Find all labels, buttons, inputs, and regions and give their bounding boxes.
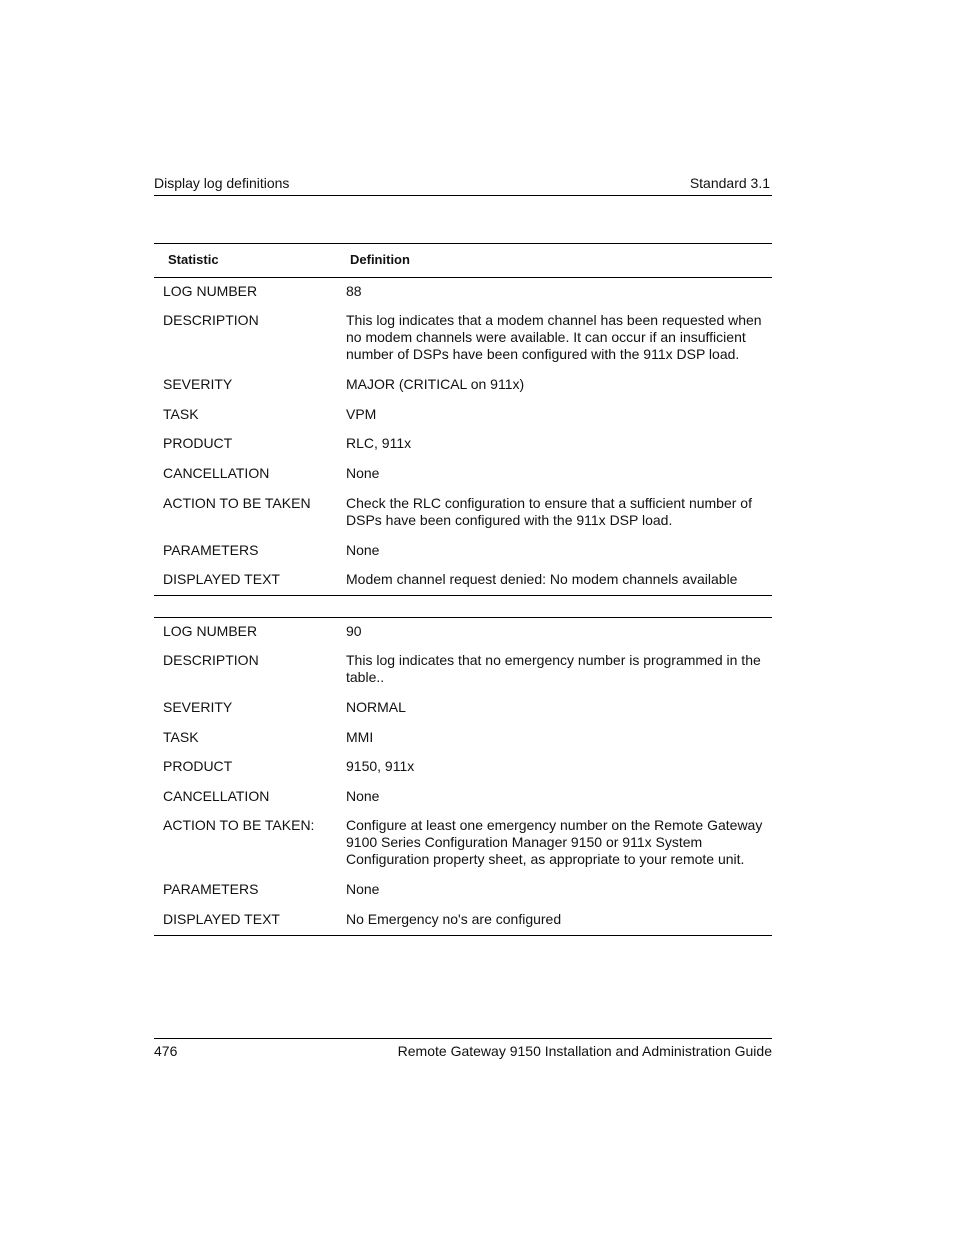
log90-def-displayed-text: No Emergency no's are configured	[346, 911, 562, 927]
log90-def-cancellation: None	[346, 788, 380, 804]
log88-def-task: VPM	[346, 406, 377, 422]
log88-stat-cancellation: CANCELLATION	[163, 465, 270, 481]
log88-stat-description: DESCRIPTION	[163, 312, 259, 328]
log90-def-action: Configure at least one emergency number on the Remote Gateway 9100 Series Configuration Manager 9150 or 911x System Configuration property sheet, as appropriate to your remote unit.	[346, 817, 763, 867]
log90-def-parameters: None	[346, 881, 380, 897]
log88-def-description: This log indicates that a modem channel has been requested when no modem channels were available. It can occur if an insufficient number of DSPs have been configured with the 911x DSP load.	[346, 312, 762, 362]
log88-def-severity: MAJOR (CRITICAL on 911x)	[346, 376, 525, 392]
log88-stat-product: PRODUCT	[163, 435, 233, 451]
table-bottom-rule	[154, 595, 772, 596]
log90-def-product: 9150, 911x	[346, 758, 415, 774]
log90-stat-action: ACTION TO BE TAKEN:	[163, 817, 315, 833]
log88-stat-parameters: PARAMETERS	[163, 542, 259, 558]
log90-def-description: This log indicates that no emergency number is programmed in the table..	[346, 652, 761, 685]
log88-stat-severity: SEVERITY	[163, 376, 233, 392]
log88-def-cancellation: None	[346, 465, 380, 481]
log88-stat-log-number: LOG NUMBER	[163, 283, 258, 299]
table2-top-rule	[154, 617, 772, 618]
header-standard: Standard 3.1	[689, 175, 770, 191]
log90-stat-parameters: PARAMETERS	[163, 881, 259, 897]
log90-stat-cancellation: CANCELLATION	[163, 788, 270, 804]
table2-bottom-rule	[154, 935, 772, 936]
log88-def-displayed-text: Modem channel request denied: No modem channels available	[346, 571, 738, 587]
log90-stat-displayed-text: DISPLAYED TEXT	[163, 911, 280, 927]
log90-stat-product: PRODUCT	[163, 758, 233, 774]
table-top-rule	[154, 243, 772, 244]
column-header-statistic: Statistic	[168, 252, 219, 267]
log90-stat-severity: SEVERITY	[163, 699, 233, 715]
page-number: 476	[154, 1043, 178, 1059]
log88-stat-task: TASK	[163, 406, 199, 422]
table-header-rule	[154, 277, 772, 278]
footer-guide-title: Remote Gateway 9150 Installation and Administration Guide	[397, 1043, 772, 1059]
log88-def-product: RLC, 911x	[346, 435, 412, 451]
log90-def-task: MMI	[346, 729, 374, 745]
log90-stat-task: TASK	[163, 729, 199, 745]
column-header-definition: Definition	[350, 252, 410, 267]
log88-def-action: Check the RLC configuration to ensure that a sufficient number of DSPs have been configured with the 911x DSP load.	[346, 495, 752, 528]
log90-def-log-number: 90	[346, 623, 362, 639]
log88-stat-displayed-text: DISPLAYED TEXT	[163, 571, 280, 587]
log88-stat-action: ACTION TO BE TAKEN	[163, 495, 311, 511]
running-footer	[154, 1038, 772, 1061]
log88-def-log-number: 88	[346, 283, 362, 299]
log88-def-parameters: None	[346, 542, 380, 558]
header-section-title: Display log definitions	[154, 175, 290, 191]
log90-def-severity: NORMAL	[346, 699, 406, 715]
log90-stat-description: DESCRIPTION	[163, 652, 259, 668]
running-header	[154, 175, 772, 196]
log90-stat-log-number: LOG NUMBER	[163, 623, 258, 639]
